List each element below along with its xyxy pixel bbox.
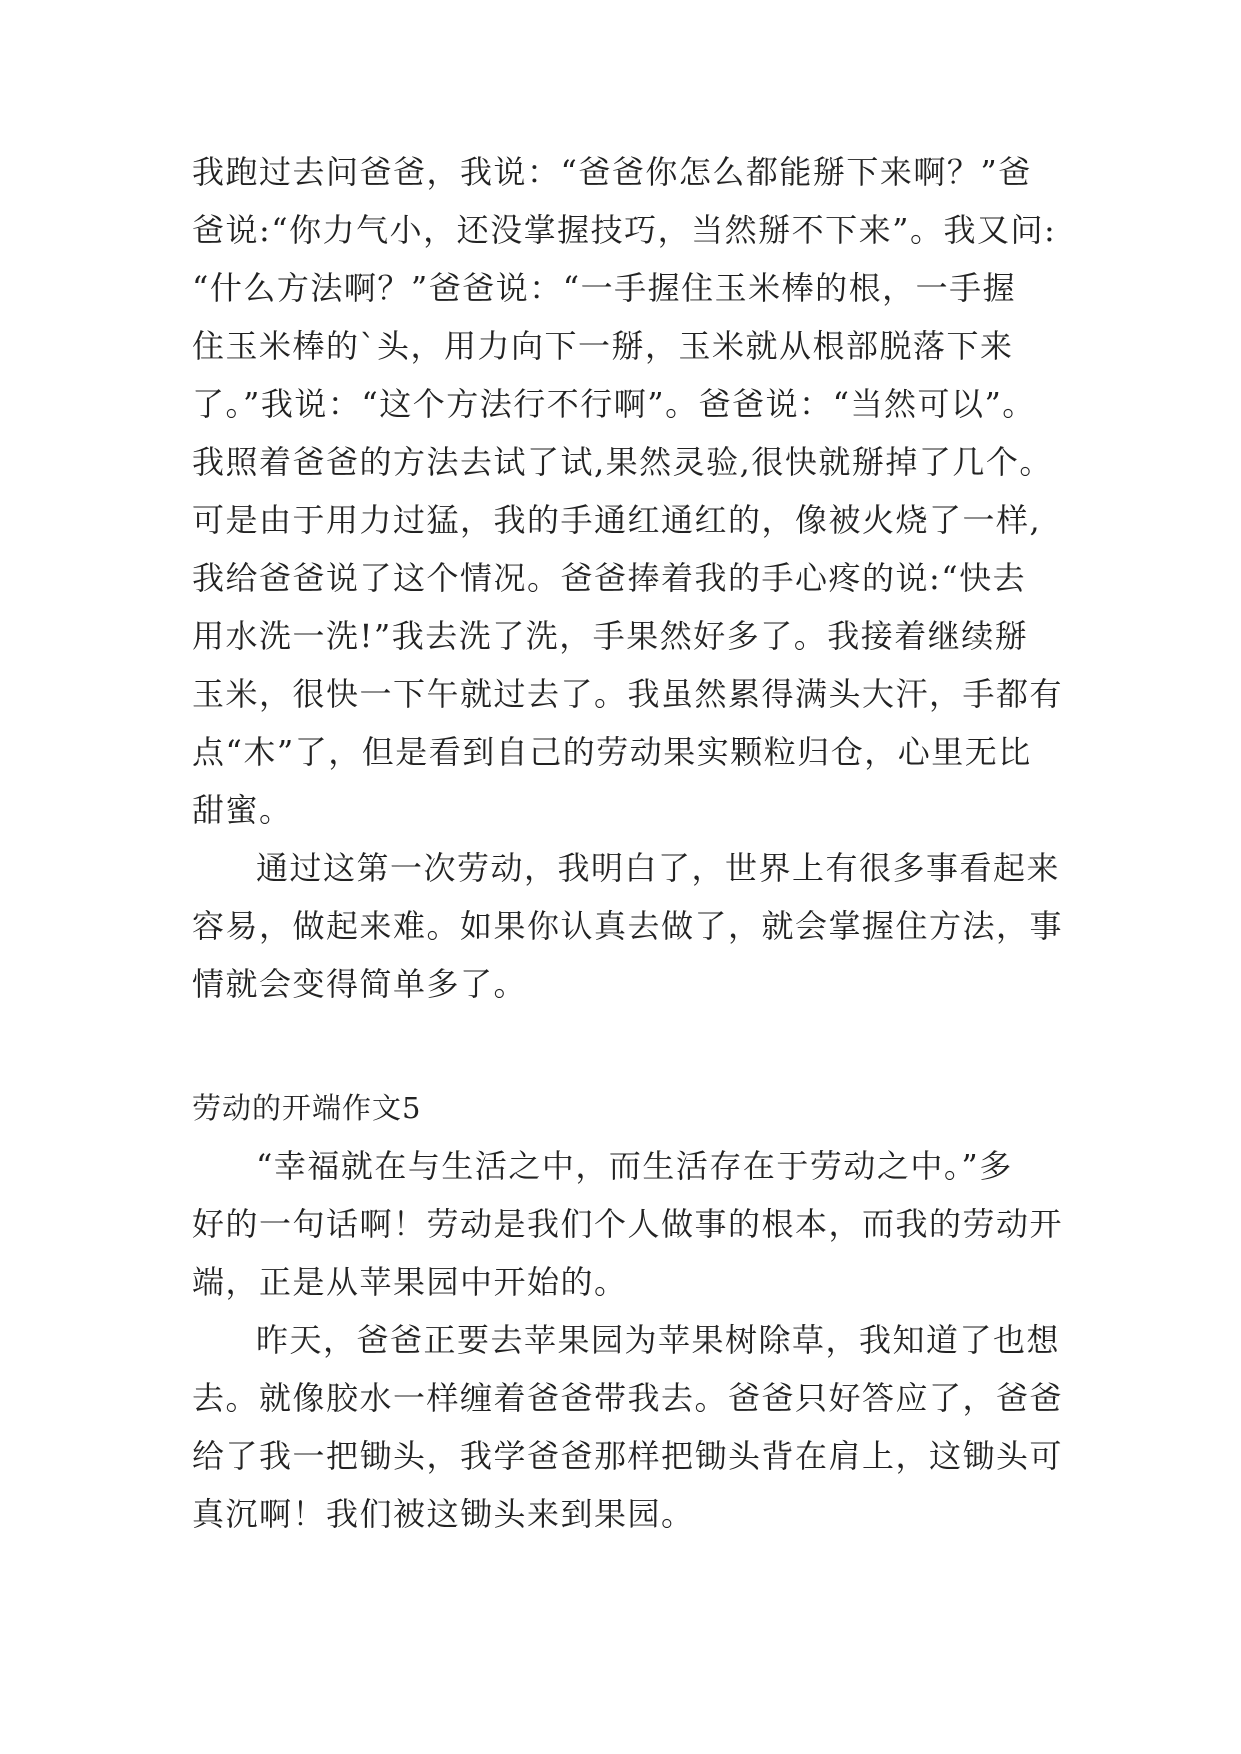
text-line: 点“木”了，但是看到自己的劳动果实颗粒归仓，心里无比	[192, 733, 1032, 771]
text-line: 可是由于用力过猛，我的手通红通红的，像被火烧了一样,	[192, 501, 1042, 539]
text-line: 端，正是从苹果园中开始的。	[192, 1263, 628, 1301]
text-line: 玉米，很快一下午就过去了。我虽然累得满头大汗，手都有	[192, 675, 1064, 713]
text-line: 爸说:“你力气小，还没掌握技巧，当然掰不下来”。我又问:	[192, 211, 1057, 249]
text-line: “幸福就在与生活之中，而生活存在于劳动之中。”多	[256, 1147, 1013, 1185]
text-line: 情就会变得简单多了。	[192, 965, 528, 1003]
text-line: 好的一句话啊！劳动是我们个人做事的根本，而我的劳动开	[192, 1205, 1064, 1243]
text-line: 我照着爸爸的方法去试了试,果然灵验,很快就掰掉了几个。	[192, 443, 1053, 481]
text-line: “什么方法啊？”爸爸说：“一手握住玉米棒的根，一手握	[192, 269, 1017, 307]
text-line: 给了我一把锄头，我学爸爸那样把锄头背在肩上，这锄头可	[192, 1437, 1064, 1475]
text-line: 甜蜜。	[192, 791, 293, 829]
text-line: 了。”我说：“这个方法行不行啊”。爸爸说：“当然可以”。	[192, 385, 1036, 423]
text-line: 去。就像胶水一样缠着爸爸带我去。爸爸只好答应了，爸爸	[192, 1379, 1064, 1417]
text-line: 住玉米棒的`头，用力向下一掰，玉米就从根部脱落下来	[192, 327, 1014, 365]
text-line: 我给爸爸说了这个情况。爸爸捧着我的手心疼的说:“快去	[192, 559, 1027, 597]
text-line: 通过这第一次劳动，我明白了，世界上有很多事看起来	[256, 849, 1061, 887]
section-heading: 劳动的开端作文5	[192, 1091, 422, 1125]
text-line: 容易，做起来难。如果你认真去做了，就会掌握住方法，事	[192, 907, 1064, 945]
text-line: 用水洗一洗!”我去洗了洗，手果然好多了。我接着继续掰	[192, 617, 1029, 655]
text-line: 昨天，爸爸正要去苹果园为苹果树除草，我知道了也想	[256, 1321, 1061, 1359]
text-line: 真沉啊！我们被这锄头来到果园。	[192, 1495, 695, 1533]
text-line: 我跑过去问爸爸，我说：“爸爸你怎么都能掰下来啊？”爸	[192, 153, 1032, 191]
